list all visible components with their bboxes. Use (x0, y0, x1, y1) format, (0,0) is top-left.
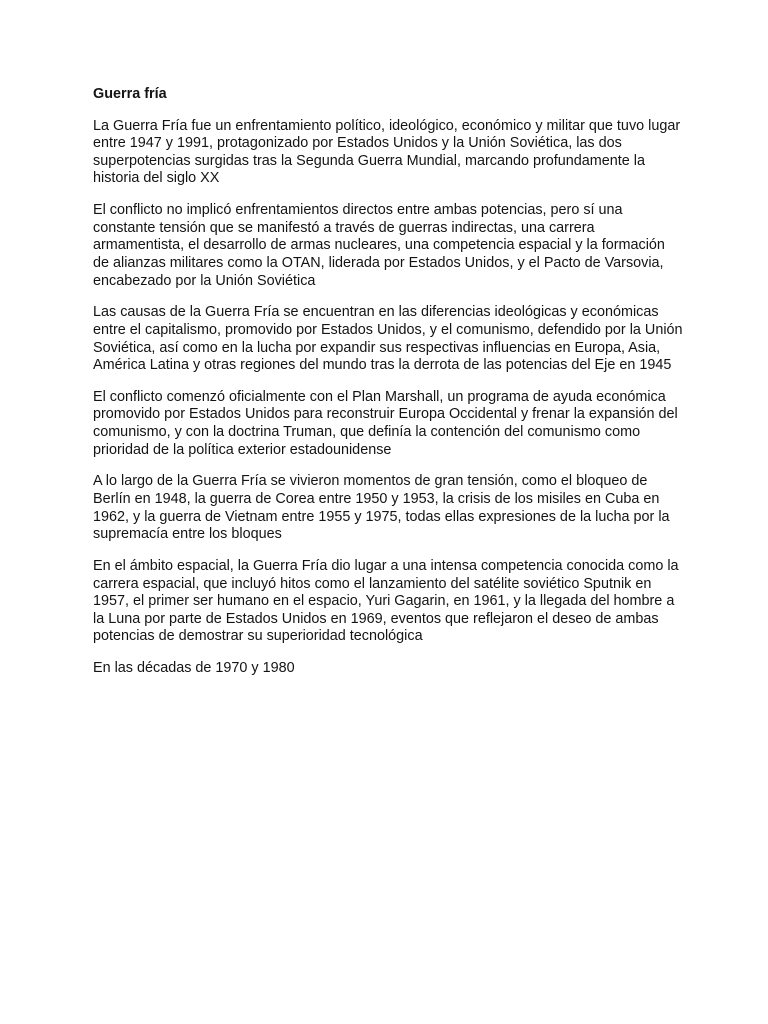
paragraph-space-race: En el ámbito espacial, la Guerra Fría dio lugar a una intensa competencia conocida como la carrera espacial, que incluyó hitos como el lanzamiento del satélite soviético Sputnik en 1957, el primer ser humano en el espacio, Yuri Gagarin, en 1961, y la llegada del hombre a la Luna por parte de Estados Unidos en 1969, eventos que reflejaron el deseo de ambas potencias de demostrar su superioridad tecnológica (93, 558, 679, 645)
document-title: Guerra fría (93, 86, 167, 102)
document-body (93, 86, 683, 692)
paragraph-intro: La Guerra Fría fue un enfrentamiento político, ideológico, económico y militar que tuvo lugar entre 1947 y 1991, protagonizado por Estados Unidos y la Unión Soviética, las dos superpotencias surgidas tras la Segunda Guerra Mundial, marcando profundamente la historia del siglo XX (93, 117, 681, 187)
paragraph-tension: A lo largo de la Guerra Fría se vivieron momentos de gran tensión, como el bloqueo de Berlín en 1948, la guerra de Corea entre 1950 y 1953, la crisis de los misiles en Cuba en 1962, y la guerra de Vietnam entre 1955 y 1975, todas ellas expresiones de la lucha por la supremacía entre los bloques (93, 473, 670, 543)
paragraph-decades: En las décadas de 1970 y 1980 (93, 660, 295, 677)
paragraph-conflict: El conflicto no implicó enfrentamientos directos entre ambas potencias, pero sí una constante tensión que se manifestó a través de guerras indirectas, una carrera armamentista, el desarrollo de armas nucleares, una competencia espacial y la formación de alianzas militares como la OTAN, liderada por Estados Unidos, y el Pacto de Varsovia, encabezado por la Unión Soviética (93, 202, 665, 289)
paragraph-beginning: El conflicto comenzó oficialmente con el Plan Marshall, un programa de ayuda económica promovido por Estados Unidos para reconstruir Europa Occidental y frenar la expansión del comunismo, y con la doctrina Truman, que definía la contención del comunismo como prioridad de la política exterior estadounidense (93, 388, 678, 458)
paragraph-causes: Las causas de la Guerra Fría se encuentran en las diferencias ideológicas y económicas entre el capitalismo, promovido por Estados Unidos, y el comunismo, defendido por la Unión Soviética, así como en la lucha por expandir sus respectivas influencias en Europa, Asia, América Latina y otras regiones del mundo tras la derrota de las potencias del Eje en 1945 (93, 304, 683, 374)
